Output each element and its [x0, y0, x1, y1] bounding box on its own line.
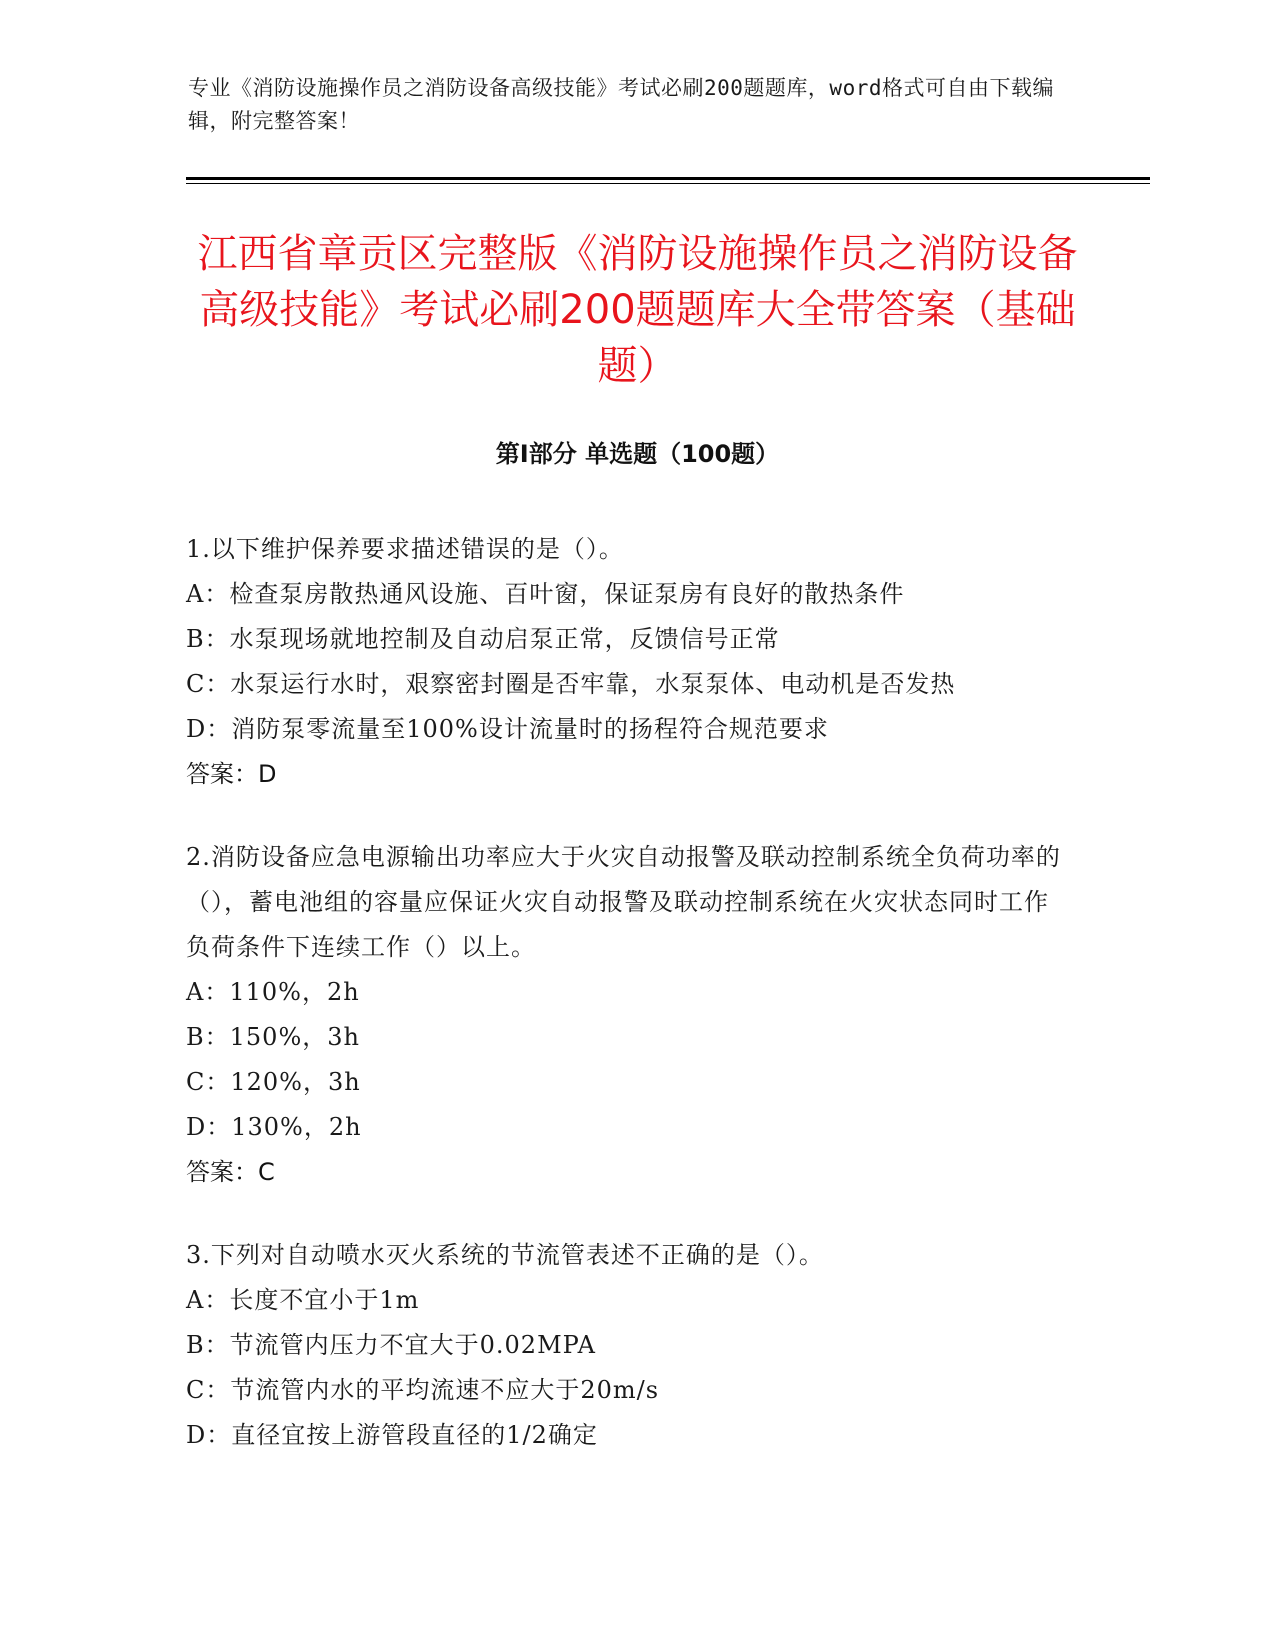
- question-stem: 3.下列对自动喷水灭火系统的节流管表述不正确的是（）。: [186, 1241, 824, 1269]
- question-stem: 1.以下维护保养要求描述错误的是（）。: [186, 535, 624, 563]
- header-divider-thin: [186, 183, 1150, 184]
- option-a: A：110%，2h: [186, 978, 360, 1006]
- header-note: 专业《消防设施操作员之消防设备高级技能》考试必刷200题题库，word格式可自由下载编辑，附完整答案！: [188, 76, 1054, 133]
- option-b: B：水泵现场就地控制及自动启泵正常，反馈信号正常: [186, 625, 780, 653]
- answer: 答案：C: [186, 1158, 275, 1186]
- header-divider-thick: [186, 177, 1150, 180]
- option-d: D：消防泵零流量至100%设计流量时的扬程符合规范要求: [186, 715, 829, 743]
- document-title: 江西省章贡区完整版《消防设施操作员之消防设备高级技能》考试必刷200题题库大全带答案（基础题）: [197, 231, 1078, 389]
- option-a: A：长度不宜小于1m: [186, 1286, 420, 1314]
- question-list: [186, 527, 1066, 1496]
- option-b: B：150%，3h: [186, 1023, 360, 1051]
- option-d: D：130%，2h: [186, 1113, 362, 1141]
- answer: 答案：D: [186, 760, 277, 788]
- question-stem: 2.消防设备应急电源输出功率应大于火灾自动报警及联动控制系统全负荷功率的（），蓄电池组的容量应保证火灾自动报警及联动控制系统在火灾状态同时工作负荷条件下连续工作（）以上。: [186, 843, 1061, 961]
- question-3: [186, 1233, 1066, 1458]
- question-1: [186, 527, 1066, 797]
- option-c: C：水泵运行水时，艰察密封圈是否牢靠，水泵泵体、电动机是否发热: [186, 670, 956, 698]
- section-title: 第Ⅰ部分 单选题（100题）: [495, 440, 780, 468]
- option-a: A：检查泵房散热通风设施、百叶窗，保证泵房有良好的散热条件: [186, 580, 905, 608]
- option-c: C：节流管内水的平均流速不应大于20m/s: [186, 1376, 660, 1404]
- option-b: B：节流管内压力不宜大于0.02MPA: [186, 1331, 596, 1359]
- option-d: D：直径宜按上游管段直径的1/2确定: [186, 1421, 598, 1449]
- question-2: [186, 835, 1066, 1195]
- option-c: C：120%，3h: [186, 1068, 361, 1096]
